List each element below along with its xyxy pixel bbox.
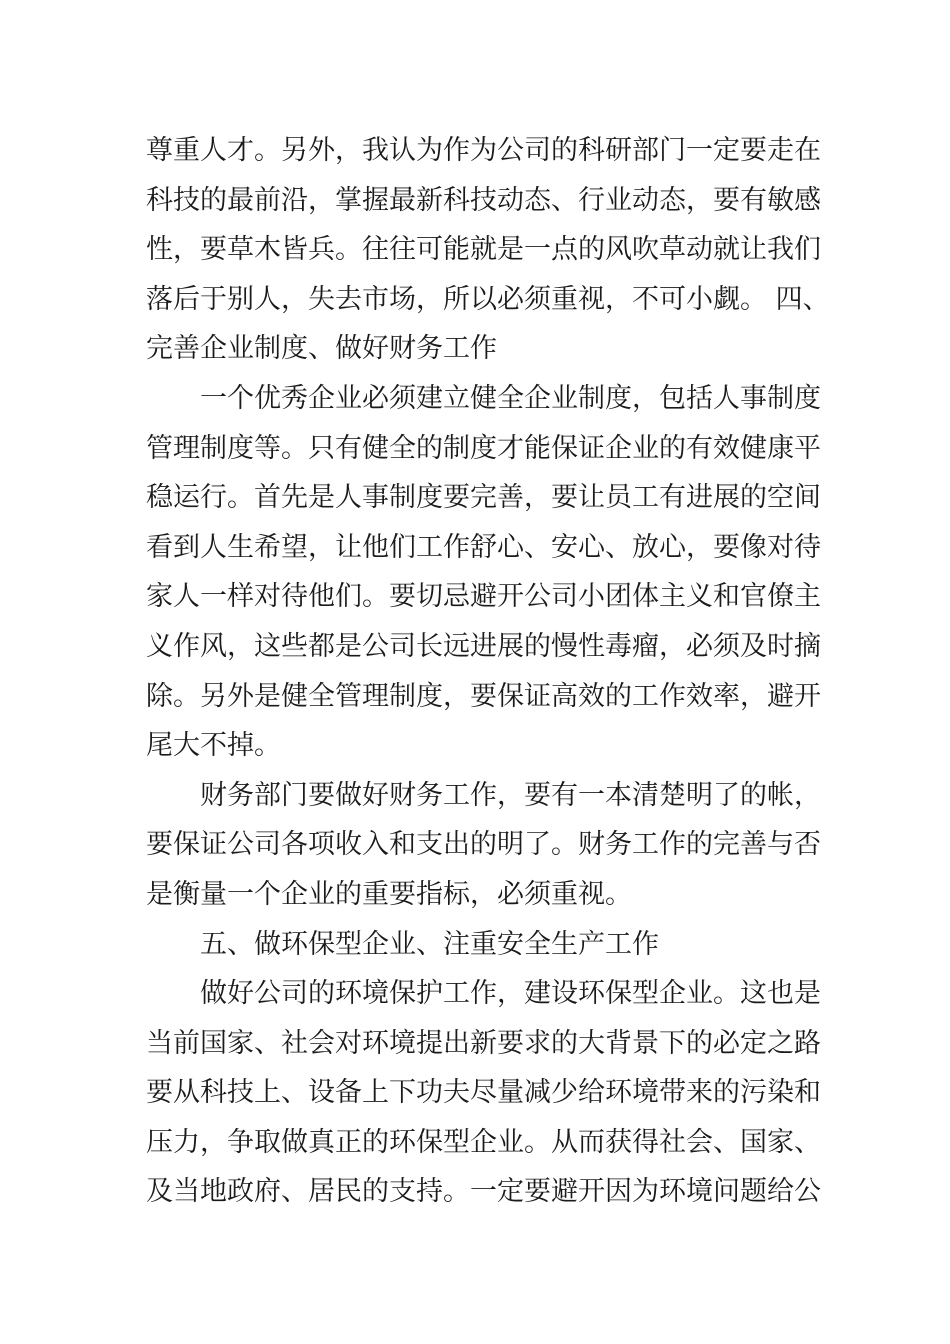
text-line: 落后于别人，失去市场，所以必须重视，不可小觑。 四、 [146,283,830,315]
document-body [146,126,830,1217]
text-line: 家人一样对待他们。要切忌避开公司小团体主义和官僚主 [146,581,821,613]
text-line: 看到人生希望，让他们工作舒心、安心、放心，要像对待 [146,531,821,563]
section-heading-line: 完善企业制度、做好财务工作 [146,333,497,365]
text-line: 尊重人才。另外，我认为作为公司的科研部门一定要走在 [146,135,821,166]
text-line: 当前国家、社会对环境提出新要求的大背景下的必定之路 [146,1027,821,1059]
paragraph-start-line: 做好公司的环境保护工作，建设环保型企业。这也是 [200,978,821,1010]
text-line: 除。另外是健全管理制度，要保证高效的工作效率，避开 [146,680,821,712]
text-line: 压力，争取做真正的环保型企业。从而获得社会、国家、 [146,1126,821,1158]
text-line: 尾大不掉。 [146,730,281,762]
section-heading-line: 五、做环保型企业、注重安全生产工作 [200,928,659,960]
text-line: 义作风，这些都是公司长远进展的慢性毒瘤，必须及时摘 [146,630,821,662]
text-line: 性，要草木皆兵。往往可能就是一点的风吹草动就让我们 [146,234,821,266]
text-line: 要保证公司各项收入和支出的明了。财务工作的完善与否 [146,829,821,861]
text-line: 是衡量一个企业的重要指标，必须重视。 [146,878,632,910]
paragraph-start-line: 一个优秀企业必须建立健全企业制度，包括人事制度 [200,382,821,414]
text-line: 要从科技上、设备上下功夫尽量减少给环境带来的污染和 [146,1077,821,1109]
paragraph-start-line: 财务部门要做好财务工作，要有一本清楚明了的帐， [200,779,821,811]
text-line: 科技的最前沿，掌握最新科技动态、行业动态，要有敏感 [146,184,821,216]
text-line: 管理制度等。只有健全的制度才能保证企业的有效健康平 [146,432,821,464]
text-line: 稳运行。首先是人事制度要完善，要让员工有进展的空间 [146,482,821,514]
text-line: 及当地政府、居民的支持。一定要避开因为环境问题给公 [146,1176,821,1208]
